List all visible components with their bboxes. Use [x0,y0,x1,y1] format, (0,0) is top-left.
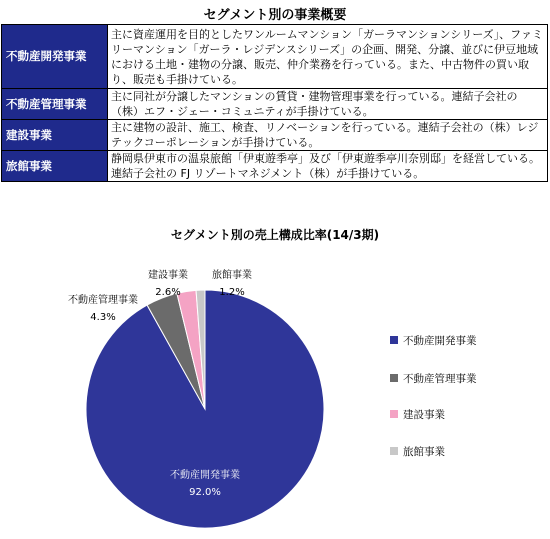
segment-description: 主に資産運用を目的としたワンルームマンション「ガーラマンションシリーズ」、ファミリーマンション「ガーラ・レジデンスシリーズ」の企画、開発、分譲、並びに伊豆地域における土地・建物の分譲、販売、仲介業務を行っている。また、中古物件の買い取り、販売も手掛けている。 [108,25,548,89]
segment-description: 主に建物の設計、施工、検査、リノベーションを行っている。連結子会社の（株）レジテックコーポレーションが手掛けている。 [108,120,548,151]
segment-name: 不動産管理事業 [2,89,108,120]
legend-swatch [390,410,398,418]
legend-label: 建設事業 [403,409,445,421]
segment-name: 建設事業 [2,120,108,151]
legend-label: 旅館事業 [403,446,445,458]
slice-category-label: 旅館事業 [212,270,252,281]
legend-swatch [390,374,398,382]
segment-name: 旅館事業 [2,151,108,182]
legend-swatch [390,336,398,344]
slice-value-label: 2.6% [155,287,181,298]
legend-swatch [390,447,398,455]
table-title: セグメント別の事業概要 [203,8,347,23]
slice-category-label: 不動産管理事業 [68,295,138,306]
segment-description: 主に同社が分譲したマンションの賃貸・建物管理事業を行っている。連結子会社の（株）エフ・ジェー・コミュニティが手掛けている。 [108,89,548,120]
chart-title: セグメント別の売上構成比率(14/3期) [170,228,380,242]
slice-category-label: 建設事業 [148,270,188,281]
segment-name: 不動産開発事業 [2,25,108,89]
slice-value-label: 1.2% [219,287,245,298]
slice-category-label: 不動産開発事業 [170,470,240,481]
segment-description: 静岡県伊東市の温泉旅館「伊東遊季亭」及び「伊東遊季亭川奈別邸」を経営している。連結子会社の FJ リゾートマネジメント（株）が手掛けている。 [108,151,548,182]
slice-value-label: 92.0% [189,487,221,498]
legend-label: 不動産開発事業 [403,335,477,347]
legend-label: 不動産管理事業 [403,373,477,385]
slice-value-label: 4.3% [90,312,116,323]
